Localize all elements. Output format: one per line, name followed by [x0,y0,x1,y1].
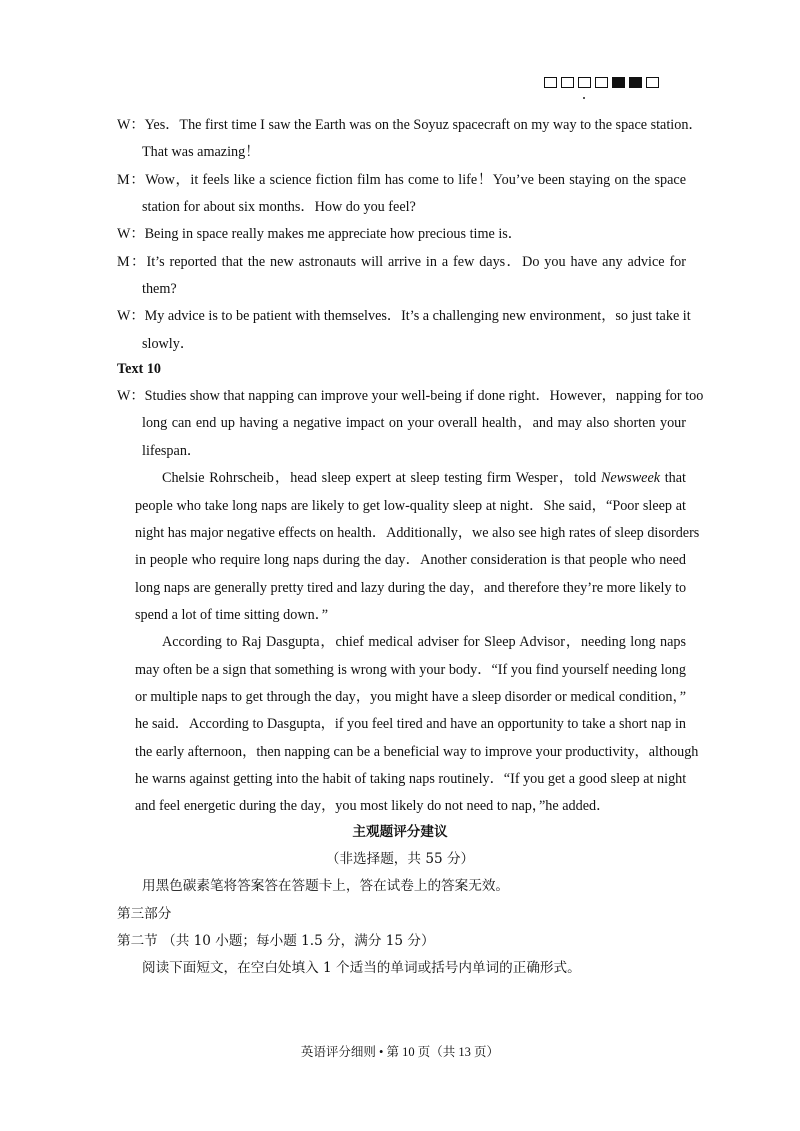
passage-line: W：Studies show that napping can improve your well-being if done right．However，napping for too [117,388,704,404]
passage-line: in people who require long naps during the day．Another consideration is that people who need [135,552,686,568]
dialogue-line: station for about six months．How do you feel? [142,199,416,215]
passage-line: and feel energetic during the day，you most likely do not need to nap，”he added． [135,798,611,814]
dialogue-line: slowly． [142,336,195,352]
dialogue-line: W：Being in space really makes me appreciate how precious time is． [117,226,522,242]
passage-line: long can end up having a negative impact on your overall health，and may also shorten your [142,415,686,431]
dot-mark [583,97,585,99]
section-heading: Text 10 [117,361,162,377]
passage-line: people who take long naps are likely to get low-quality sleep at night．She said，“Poor sleep at [135,498,686,514]
passage-line: long naps are generally pretty tired and lazy during the day，and therefore they’re more likely to [135,580,687,596]
passage-text: Chelsie Rohrscheib，head sleep expert at sleep testing firm Wesper，told [162,470,601,486]
marker-square-filled [629,77,642,88]
passage-line: may often be a sign that something is wrong with your body．“If you find yourself needing long [135,662,686,678]
passage-line: or multiple naps to get through the day，you might have a sleep disorder or medical condition，” [135,689,686,705]
passage-line: lifespan． [142,443,202,459]
scoring-title: 主观题评分建议 [352,824,448,840]
passage-line: he said．According to Dasgupta，if you feel tired and have an opportunity to take a short nap in [135,716,686,732]
section-heading: 第二节 （共 10 小题；每小题 1.5 分，满分 15 分） [117,933,435,949]
dialogue-line: That was amazing！ [142,144,260,160]
passage-line: According to Raj Dasgupta，chief medical adviser for Sleep Advisor，needing long naps [162,634,686,650]
marker-square [578,77,591,88]
instruction-text: 阅读下面短文，在空白处填入 1 个适当的单词或括号内单词的正确形式。 [142,960,581,976]
marker-square-filled [612,77,625,88]
dialogue-line: W：My advice is to be patient with themselves．It’s a challenging new environment，so just take it [117,308,691,324]
marker-square [544,77,557,88]
passage-line: the early afternoon，then napping can be a beneficial way to improve your productivity，although [135,744,699,760]
page-footer: 英语评分细则 • 第 10 页（共 13 页） [300,1045,500,1059]
marker-square [561,77,574,88]
passage-line: he warns against getting into the habit of taking naps routinely．“If you get a good sleep at night [135,771,687,787]
dialogue-line: them? [142,281,177,297]
publication-name: Newsweek [600,470,661,486]
dialogue-line: M：It’s reported that the new astronauts will arrive in a few days．Do you have any advice for [117,254,686,270]
passage-line: night has major negative effects on health．Additionally，we also see high rates of sleep disorders [135,525,700,541]
scoring-note: 用黑色碳素笔将答案答在答题卡上，答在试卷上的答案无效。 [142,878,510,894]
dialogue-line: W：Yes．The first time I saw the Earth was on the Soyuz spacecraft on my way to the space station． [117,117,703,133]
scoring-subtitle: （非选择题，共 55 分） [325,851,475,867]
dialogue-line: M：Wow，it feels like a science fiction film has come to life！You’ve been staying on the space [117,172,686,188]
marker-square [646,77,659,88]
passage-line: spend a lot of time sitting down．” [135,607,329,623]
passage-line [162,471,686,485]
part-heading: 第三部分 [117,906,172,922]
marker-square [595,77,608,88]
passage-text: that [660,470,686,486]
page-marker-squares [544,77,659,88]
